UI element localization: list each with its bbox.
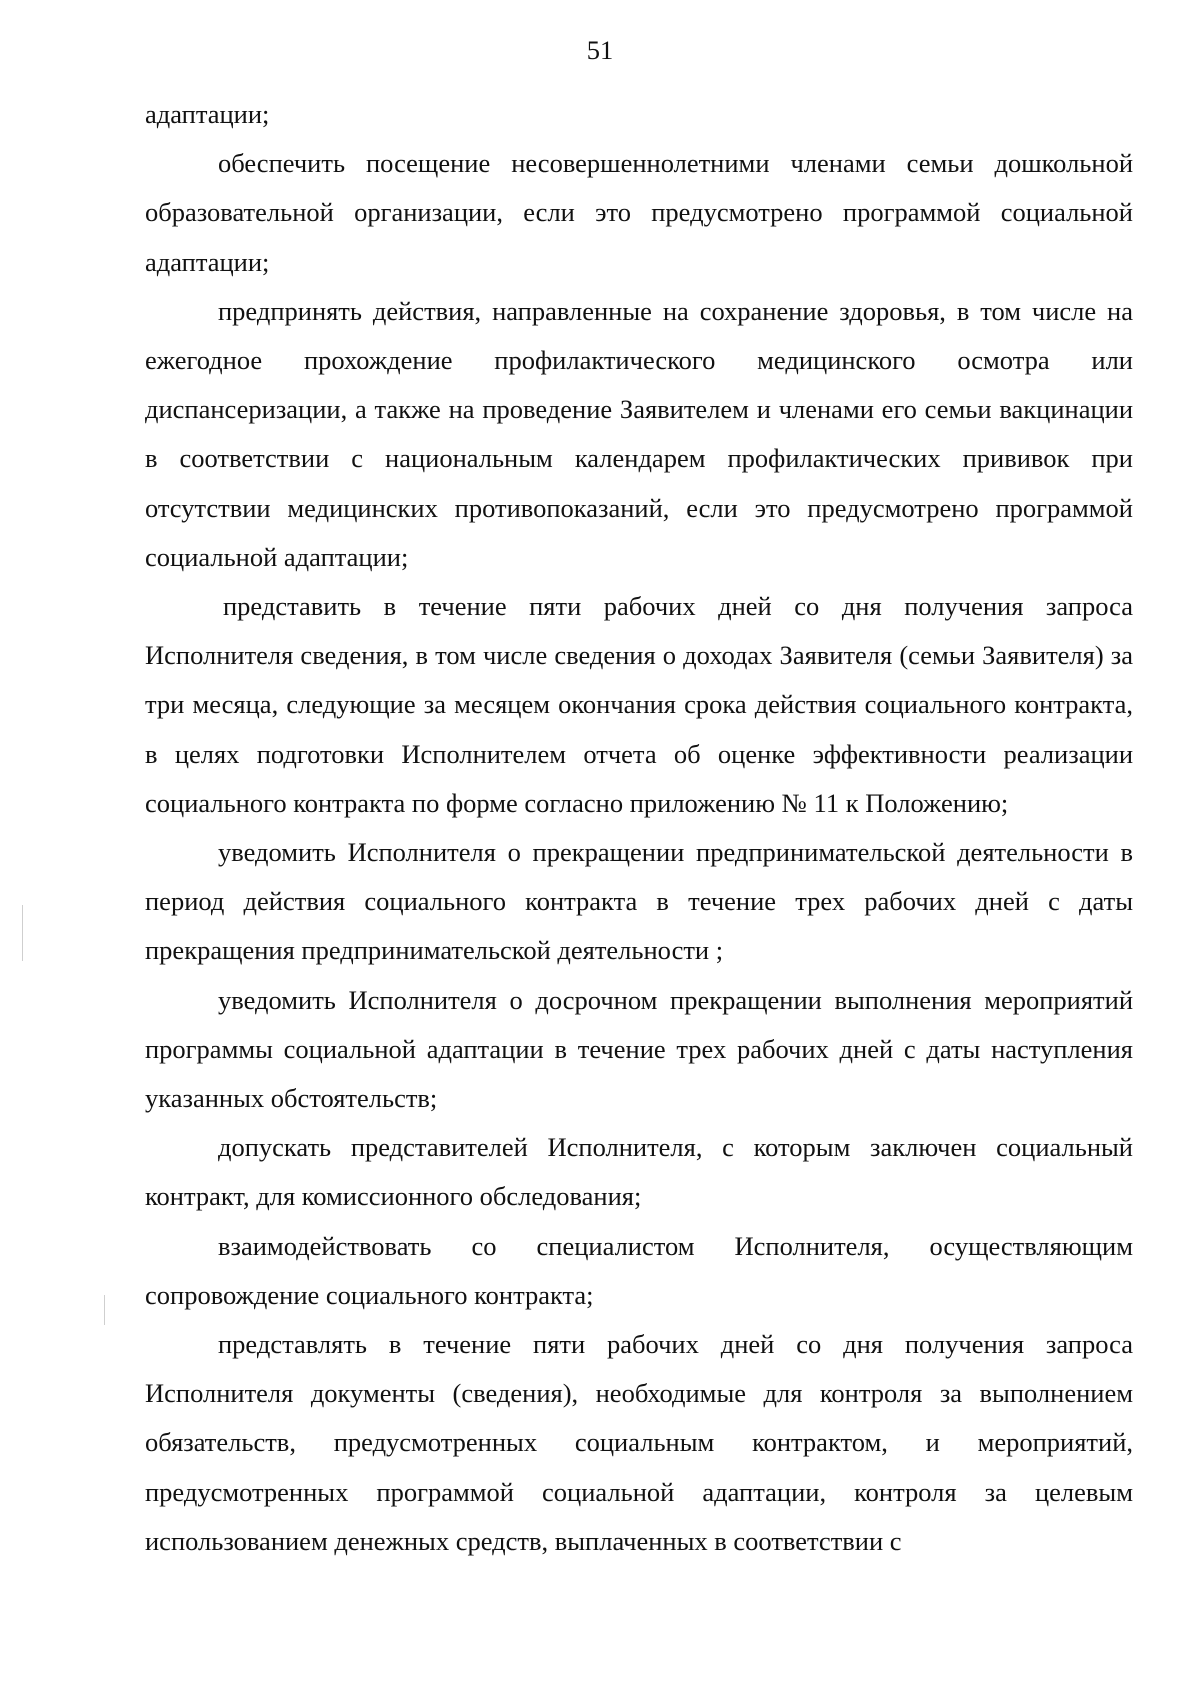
paragraph-8: взаимодействовать со специалистом Исполнителя, осуществляющим сопровождение социального контракта; (145, 1230, 1133, 1310)
paragraph-2: обеспечить посещение несовершеннолетними членами семьи дошкольной образовательной организации, если это предусмотрено программой социальной адаптации; (145, 148, 1133, 277)
paragraph-1: адаптации; (145, 99, 270, 129)
document-body (145, 90, 1133, 1566)
paragraph-3: предпринять действия, направленные на сохранение здоровья, в том числе на ежегодное прохождение профилактического медицинского осмотра или диспансеризации, а также на проведение Заявителем и членами его семьи вакцинации в соответствии с национальным календарем профилактических прививок при отсутствии медицинских противопоказаний, если это предусмотрено программой социальной адаптации; (145, 295, 1133, 572)
paragraph-6: уведомить Исполнителя о досрочном прекращении выполнения мероприятий программы социальной адаптации в течение трех рабочих дней с даты наступления указанных обстоятельств; (145, 984, 1133, 1114)
scan-artifact-left (22, 905, 23, 961)
paragraph-5: уведомить Исполнителя о прекращении предпринимательской деятельности в период действия социального контракта в течение трех рабочих дней с даты прекращения предпринимательской деятельности ; (145, 837, 1133, 966)
paragraph-4: представить в течение пяти рабочих дней со дня получения запроса Исполнителя сведения, в том числе сведения о доходах Заявителя (семьи Заявителя) за три месяца, следующие за месяцем окончания срока действия социального контракта, в целях подготовки Исполнителем отчета об оценке эффективности реализации социального контракта по форме согласно приложению № 11 к Положению; (145, 591, 1133, 818)
page-number: 51 (586, 35, 614, 65)
paragraph-9: представлять в течение пяти рабочих дней со дня получения запроса Исполнителя документы (сведения), необходимые для контроля за выполнением обязательств, предусмотренных социальным контрактом, и мероприятий, предусмотренных программой социальной адаптации, контроля за целевым использованием денежных средств, выплаченных в соответствии с (145, 1329, 1133, 1556)
paragraph-7: допускать представителей Исполнителя, с которым заключен социальный контракт, для комиссионного обследования; (145, 1132, 1133, 1212)
scan-artifact-bottom-left (104, 1295, 105, 1325)
